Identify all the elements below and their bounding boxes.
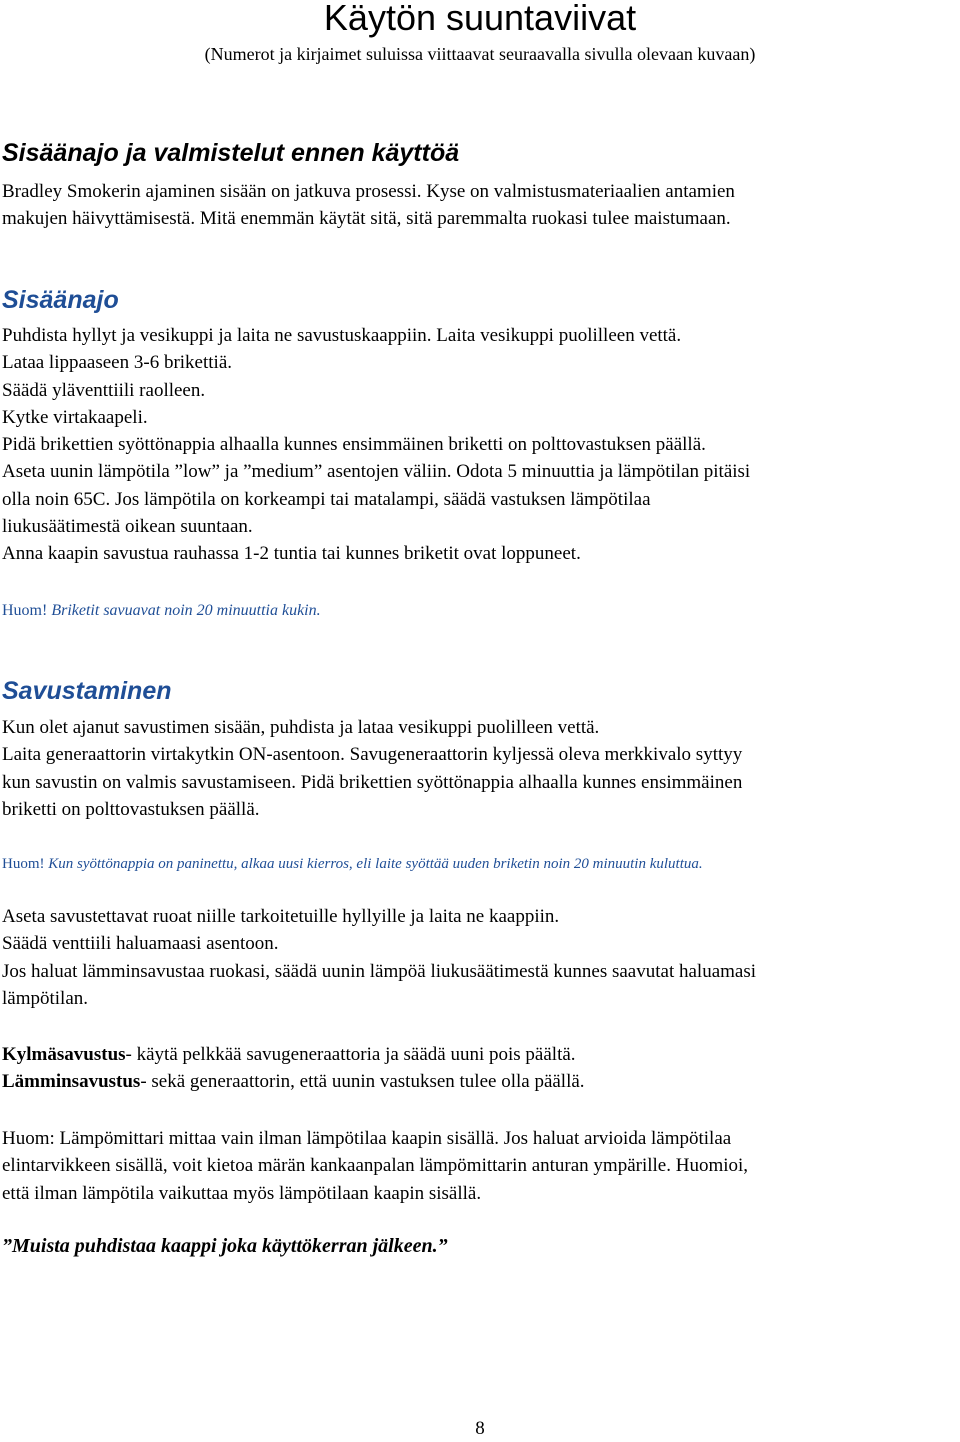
note-text: Briketit savuavat noin 20 minuuttia kukin. — [47, 602, 321, 619]
paragraph-line: Laita generaattorin virtakytkin ON-asentoon. Savugeneraattorin kyljessä oleva merkkivalo syttyy — [2, 744, 743, 766]
note-text: Kun syöttönappia on paninettu, alkaa uusi kierros, eli laite syöttää uuden briketin noin 20 minuutin kuluttua. — [44, 856, 703, 872]
paragraph-line: Huom: Lämpömittari mittaa vain ilman lämpötilaa kaapin sisällä. Jos haluat arvioida lämpötilaa — [2, 1128, 732, 1149]
paragraph-line: briketti on polttovastuksen päällä. — [2, 798, 260, 820]
section-smoking-body — [2, 714, 958, 823]
warm-smoking-text: - sekä generaattorin, että uunin vastuksen tulee olla päällä. — [140, 1071, 585, 1093]
cold-smoking-line — [2, 1041, 958, 1068]
paragraph-line: Pidä brikettien syöttönappia alhaalla kunnes ensimmäinen briketti on polttovastuksen päällä. — [2, 434, 706, 456]
note-label: Huom! — [2, 602, 48, 619]
paragraph-line: Lataa lippaaseen 3-6 brikettiä. — [2, 352, 233, 374]
warm-smoking-line — [2, 1068, 958, 1095]
page-title: Käytön suuntaviivat — [323, 0, 637, 38]
section-heading-preparation: Sisäänajo ja valmistelut ennen käyttöä — [2, 139, 460, 167]
paragraph-line: että ilman lämpötila vaikuttaa myös lämpötilaan kaapin sisällä. — [2, 1182, 482, 1204]
note-label: Huom! — [2, 856, 45, 872]
paragraph-line: Kytke virtakaapeli. — [2, 406, 148, 428]
paragraph-line: olla noin 65C. Jos lämpötila on korkeampi tai matalampi, säädä vastuksen lämpötilaa — [2, 488, 651, 510]
page-number: 8 — [475, 1418, 485, 1439]
paragraph-line: lämpötilan. — [2, 987, 89, 1009]
cleaning-reminder: ”Muista puhdistaa kaappi joka käyttökerran jälkeen.” — [2, 1235, 448, 1257]
paragraph-line: Aseta savustettavat ruoat niille tarkoitetuille hyllyille ja laita ne kaappiin. — [2, 906, 560, 927]
note-smoking — [2, 853, 958, 875]
paragraph-line: liukusäätimestä oikean suuntaan. — [2, 516, 253, 538]
paragraph-line: elintarvikkeen sisällä, voit kietoa märän kankaanpalan lämpömittarin anturan ympärille. Huomioi, — [2, 1155, 749, 1177]
paragraph-line: Anna kaapin savustua rauhassa 1-2 tuntia tai kunnes briketit ovat loppuneet. — [2, 543, 581, 565]
section-smoking-body-2 — [2, 903, 958, 1012]
note-breakin — [2, 600, 958, 622]
paragraph-line: Jos haluat lämminsavustaa ruokasi, säädä uunin lämpöä liukusäätimestä kunnes saavutat haluamasi — [2, 960, 757, 982]
paragraph-line: makujen häivyttämisestä. Mitä enemmän käytät sitä, sitä paremmalta ruokasi tulee maistumaan. — [2, 208, 731, 230]
paragraph-line: kun savustin on valmis savustamiseen. Pidä brikettien syöttönappia alhaalla kunnes ensimmäinen — [2, 771, 743, 793]
thermometer-note — [2, 1125, 958, 1207]
cold-smoking-label: Kylmäsavustus — [2, 1044, 126, 1065]
section-heading-smoking: Savustaminen — [2, 677, 172, 705]
paragraph-line: Bradley Smokerin ajaminen sisään on jatkuva prosessi. Kyse on valmistusmateriaalien antamien — [2, 181, 735, 202]
paragraph-line: Säädä yläventtiili raolleen. — [2, 379, 206, 401]
paragraph-line: Säädä venttiili haluamaasi asentoon. — [2, 933, 279, 955]
paragraph-line: Kun olet ajanut savustimen sisään, puhdista ja lataa vesikuppi puolilleen vettä. — [2, 717, 600, 738]
smoking-modes — [2, 1041, 958, 1096]
paragraph-line: Aseta uunin lämpötila ”low” ja ”medium” asentojen väliin. Odota 5 minuuttia ja lämpötilan pitäisi — [2, 461, 751, 483]
paragraph-line: Puhdista hyllyt ja vesikuppi ja laita ne savustuskaappiin. Laita vesikuppi puolilleen vettä. — [2, 325, 682, 346]
warm-smoking-label: Lämminsavustus — [2, 1071, 141, 1093]
section-preparation-body — [2, 178, 958, 233]
section-breakin-body — [2, 322, 958, 568]
section-heading-breakin: Sisäänajo — [2, 286, 119, 314]
page-subtitle: (Numerot ja kirjaimet suluissa viittaavat seuraavalla sivulla olevaan kuvaan) — [204, 44, 756, 64]
cold-smoking-text: - käytä pelkkää savugeneraattoria ja säädä uuni pois päältä. — [125, 1044, 576, 1065]
